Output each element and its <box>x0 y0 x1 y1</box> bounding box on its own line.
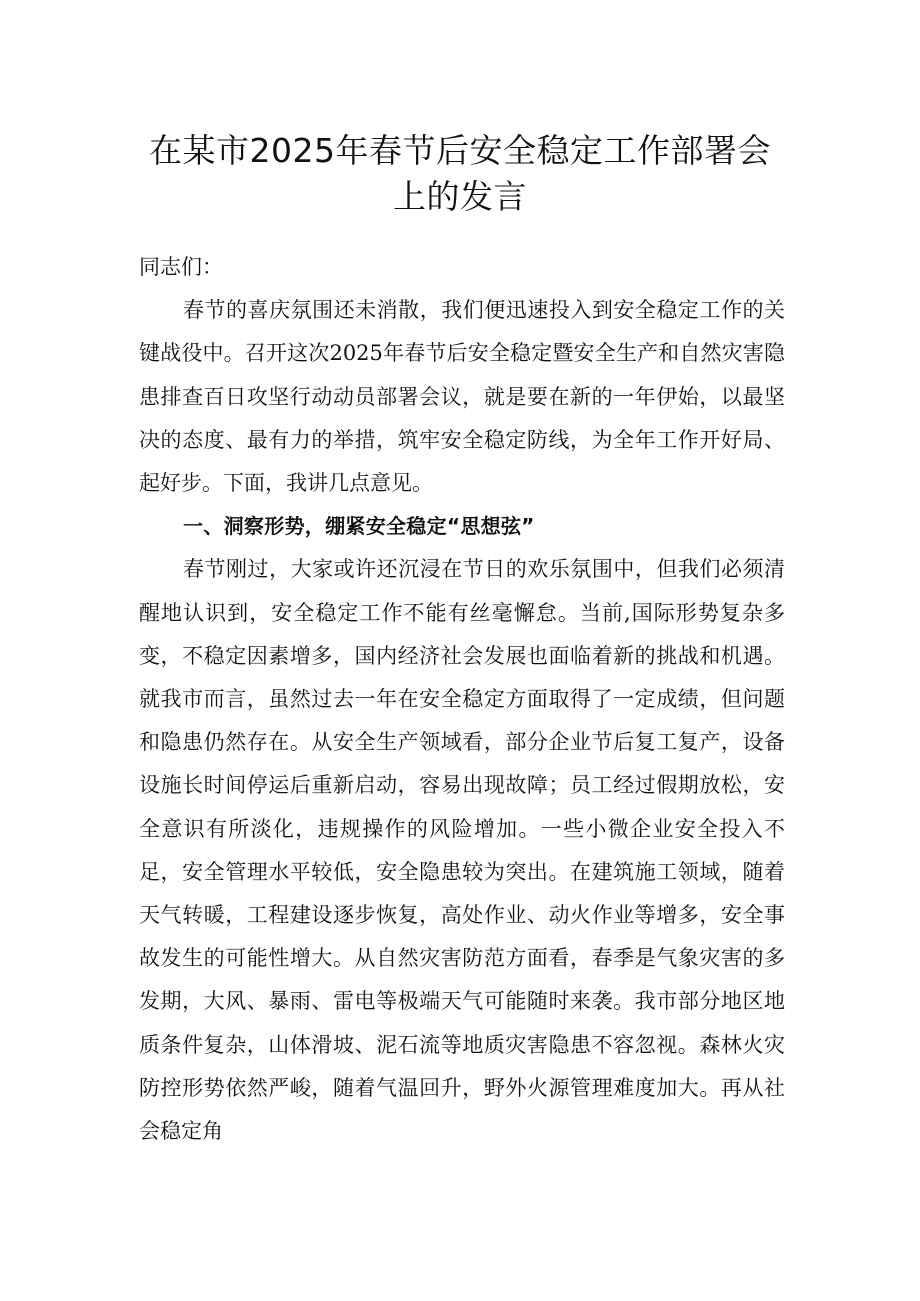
document-title <box>130 128 790 220</box>
title-line-2: 上的发言 <box>393 177 527 216</box>
salutation: 同志们： <box>139 255 223 279</box>
document-body <box>139 246 785 1153</box>
section-1-paragraph: 春节刚过，大家或许还沉浸在节日的欢乐氛围中，但我们必须清醒地认识到，安全稳定工作不能有丝毫懈怠。当前,国际形势复杂多变，不稳定因素增多，国内经济社会发展也面临着新的挑战和机遇。就我市而言，虽然过去一年在安全稳定方面取得了一定成绩，但问题和隐患仍然存在。从安全生产领域看，部分企业节后复工复产，设备设施长时间停运后重新启动，容易出现故障；员工经过假期放松，安全意识有所淡化，违规操作的风险增加。一些小微企业安全投入不足，安全管理水平较低，安全隐患较为突出。在建筑施工领域，随着天气转暖，工程建设逐步恢复，高处作业、动火作业等增多，安全事故发生的可能性增大。从自然灾害防范方面看，春季是气象灾害的多发期，大风、暴雨、雷电等极端天气可能随时来袭。我市部分地区地质条件复杂，山体滑坡、泥石流等地质灾害隐患不容忽视。森林火灾防控形势依然严峻，随着气温回升，野外火源管理难度加大。再从社会稳定角 <box>139 557 785 1144</box>
section-heading-1: 一、洞察形势，绷紧安全稳定“思想弦” <box>183 514 535 539</box>
title-line-1: 在某市2025年春节后安全稳定工作部署会 <box>149 131 771 170</box>
intro-paragraph: 春节的喜庆氛围还未消散，我们便迅速投入到安全稳定工作的关键战役中。召开这次2025年春节后安全稳定暨安全生产和自然灾害隐患排查百日攻坚行动动员部署会议，就是要在新的一年伊始，以最坚决的态度、最有力的举措，筑牢安全稳定防线，为全年工作开好局、起好步。下面，我讲几点意见。 <box>139 298 785 496</box>
